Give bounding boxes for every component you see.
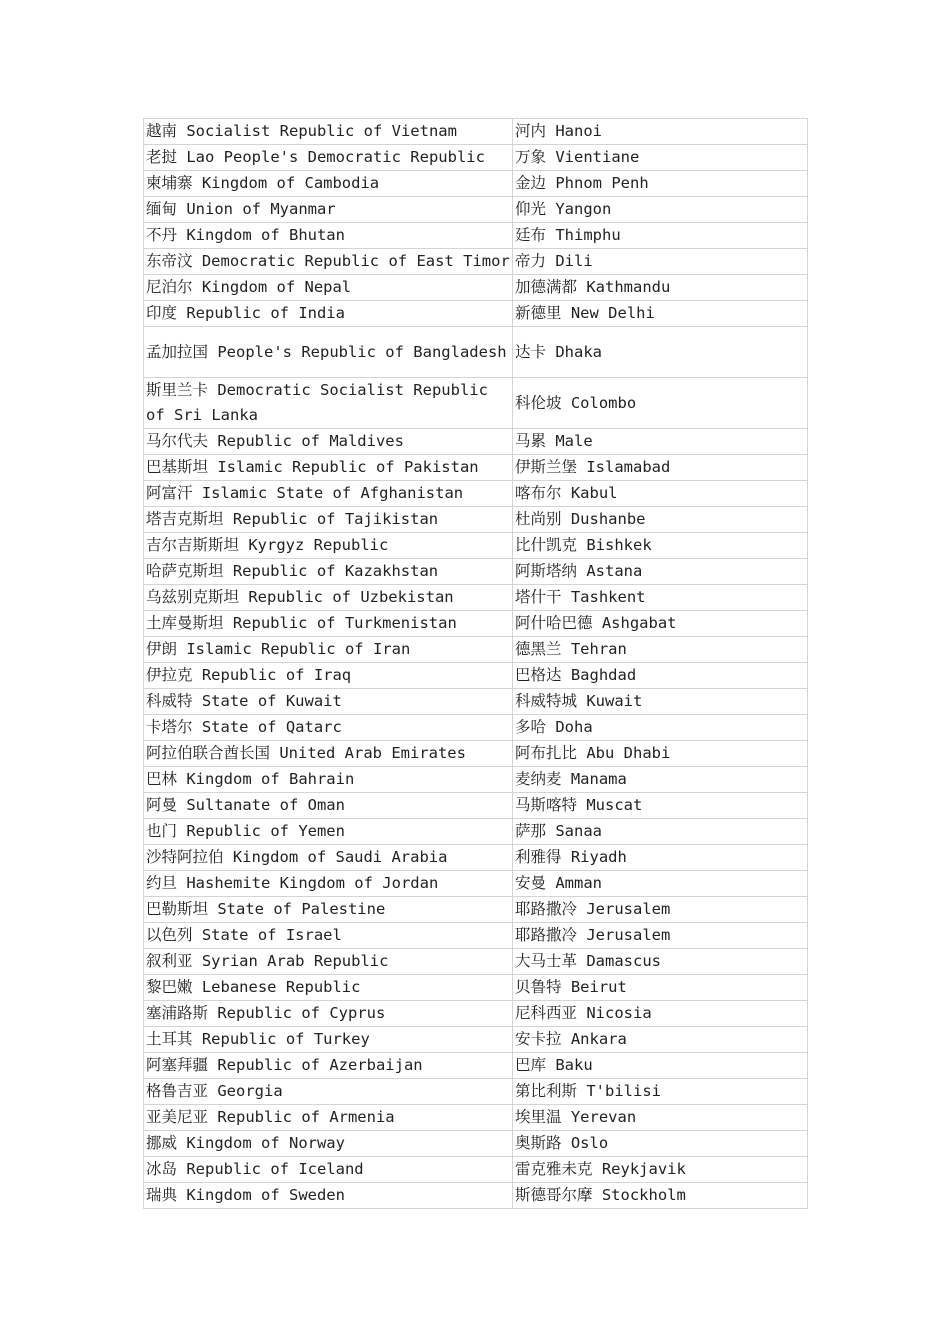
- table-row: [144, 793, 808, 819]
- capital-cell: 德黑兰 Tehran: [513, 637, 808, 663]
- capital-cell: 万象 Vientiane: [513, 145, 808, 171]
- table-row: [144, 197, 808, 223]
- table-row: [144, 585, 808, 611]
- country-cell: 尼泊尔 Kingdom of Nepal: [144, 275, 513, 301]
- country-cell: 以色列 State of Israel: [144, 923, 513, 949]
- country-cell: 科威特 State of Kuwait: [144, 689, 513, 715]
- table-row: [144, 119, 808, 145]
- country-cell: 约旦 Hashemite Kingdom of Jordan: [144, 871, 513, 897]
- country-cell: 格鲁吉亚 Georgia: [144, 1079, 513, 1105]
- table-row: [144, 455, 808, 481]
- table-row: [144, 663, 808, 689]
- country-cell: 阿曼 Sultanate of Oman: [144, 793, 513, 819]
- table-row: [144, 1079, 808, 1105]
- capital-cell: 伊斯兰堡 Islamabad: [513, 455, 808, 481]
- capital-cell: 比什凯克 Bishkek: [513, 533, 808, 559]
- capital-cell: 安曼 Amman: [513, 871, 808, 897]
- country-cell: 也门 Republic of Yemen: [144, 819, 513, 845]
- table-row: [144, 637, 808, 663]
- capital-cell: 耶路撒冷 Jerusalem: [513, 923, 808, 949]
- capital-cell: 埃里温 Yerevan: [513, 1105, 808, 1131]
- table-row: [144, 897, 808, 923]
- capital-cell: 马累 Male: [513, 429, 808, 455]
- capital-cell: 新德里 New Delhi: [513, 301, 808, 327]
- country-cell: 挪威 Kingdom of Norway: [144, 1131, 513, 1157]
- capital-cell: 加德满都 Kathmandu: [513, 275, 808, 301]
- capital-cell: 阿斯塔纳 Astana: [513, 559, 808, 585]
- capital-cell: 奥斯路 Oslo: [513, 1131, 808, 1157]
- table-row: [144, 1105, 808, 1131]
- capital-cell: 塔什干 Tashkent: [513, 585, 808, 611]
- table-body: [144, 119, 808, 1209]
- table-row: [144, 145, 808, 171]
- capital-cell: 喀布尔 Kabul: [513, 481, 808, 507]
- country-cell: 马尔代夫 Republic of Maldives: [144, 429, 513, 455]
- table-row: [144, 171, 808, 197]
- capital-cell: 马斯喀特 Muscat: [513, 793, 808, 819]
- capital-cell: 帝力 Dili: [513, 249, 808, 275]
- table-row: [144, 378, 808, 429]
- table-row: [144, 559, 808, 585]
- capital-cell: 贝鲁特 Beirut: [513, 975, 808, 1001]
- country-cell: 越南 Socialist Republic of Vietnam: [144, 119, 513, 145]
- capital-cell: 多哈 Doha: [513, 715, 808, 741]
- country-cell: 哈萨克斯坦 Republic of Kazakhstan: [144, 559, 513, 585]
- capital-cell: 阿布扎比 Abu Dhabi: [513, 741, 808, 767]
- table-row: [144, 845, 808, 871]
- capital-cell: 安卡拉 Ankara: [513, 1027, 808, 1053]
- country-cell: 巴勒斯坦 State of Palestine: [144, 897, 513, 923]
- country-cell: 巴林 Kingdom of Bahrain: [144, 767, 513, 793]
- capital-cell: 利雅得 Riyadh: [513, 845, 808, 871]
- capital-cell: 科伦坡 Colombo: [513, 378, 808, 429]
- country-cell: 黎巴嫩 Lebanese Republic: [144, 975, 513, 1001]
- country-cell: 塞浦路斯 Republic of Cyprus: [144, 1001, 513, 1027]
- capital-cell: 巴库 Baku: [513, 1053, 808, 1079]
- country-cell: 印度 Republic of India: [144, 301, 513, 327]
- country-cell: 老挝 Lao People's Democratic Republic: [144, 145, 513, 171]
- country-cell: 阿拉伯联合酋长国 United Arab Emirates: [144, 741, 513, 767]
- table-row: [144, 715, 808, 741]
- capital-cell: 斯德哥尔摩 Stockholm: [513, 1183, 808, 1209]
- table-row: [144, 275, 808, 301]
- country-cell: 柬埔寨 Kingdom of Cambodia: [144, 171, 513, 197]
- country-cell: 斯里兰卡 Democratic Socialist Republic of Sri Lanka: [144, 378, 513, 429]
- capital-cell: 仰光 Yangon: [513, 197, 808, 223]
- capital-cell: 河内 Hanoi: [513, 119, 808, 145]
- capital-cell: 阿什哈巴德 Ashgabat: [513, 611, 808, 637]
- country-cell: 阿富汗 Islamic State of Afghanistan: [144, 481, 513, 507]
- table-row: [144, 481, 808, 507]
- table-row: [144, 819, 808, 845]
- table-row: [144, 249, 808, 275]
- country-cell: 冰岛 Republic of Iceland: [144, 1157, 513, 1183]
- country-cell: 吉尔吉斯斯坦 Kyrgyz Republic: [144, 533, 513, 559]
- capital-cell: 萨那 Sanaa: [513, 819, 808, 845]
- table-row: [144, 1001, 808, 1027]
- table-row: [144, 507, 808, 533]
- country-cell: 叙利亚 Syrian Arab Republic: [144, 949, 513, 975]
- capital-cell: 雷克雅未克 Reykjavik: [513, 1157, 808, 1183]
- country-cell: 土库曼斯坦 Republic of Turkmenistan: [144, 611, 513, 637]
- table-row: [144, 611, 808, 637]
- table-row: [144, 223, 808, 249]
- country-cell: 乌兹别克斯坦 Republic of Uzbekistan: [144, 585, 513, 611]
- table-row: [144, 1027, 808, 1053]
- country-cell: 瑞典 Kingdom of Sweden: [144, 1183, 513, 1209]
- country-cell: 卡塔尔 State of Qatarc: [144, 715, 513, 741]
- table-row: [144, 429, 808, 455]
- country-cell: 孟加拉国 People's Republic of Bangladesh: [144, 327, 513, 378]
- table-row: [144, 741, 808, 767]
- country-cell: 阿塞拜疆 Republic of Azerbaijan: [144, 1053, 513, 1079]
- country-cell: 亚美尼亚 Republic of Armenia: [144, 1105, 513, 1131]
- country-cell: 伊拉克 Republic of Iraq: [144, 663, 513, 689]
- country-cell: 不丹 Kingdom of Bhutan: [144, 223, 513, 249]
- capital-cell: 廷布 Thimphu: [513, 223, 808, 249]
- capital-cell: 杜尚别 Dushanbe: [513, 507, 808, 533]
- country-cell: 土耳其 Republic of Turkey: [144, 1027, 513, 1053]
- country-cell: 沙特阿拉伯 Kingdom of Saudi Arabia: [144, 845, 513, 871]
- capital-cell: 耶路撒冷 Jerusalem: [513, 897, 808, 923]
- table-row: [144, 767, 808, 793]
- capital-cell: 尼科西亚 Nicosia: [513, 1001, 808, 1027]
- capital-cell: 达卡 Dhaka: [513, 327, 808, 378]
- table-row: [144, 871, 808, 897]
- country-capital-table: [143, 118, 808, 1209]
- country-cell: 巴基斯坦 Islamic Republic of Pakistan: [144, 455, 513, 481]
- table-row: [144, 975, 808, 1001]
- table-row: [144, 327, 808, 378]
- country-cell: 伊朗 Islamic Republic of Iran: [144, 637, 513, 663]
- table-row: [144, 1183, 808, 1209]
- table-row: [144, 533, 808, 559]
- table-row: [144, 1157, 808, 1183]
- table-row: [144, 1053, 808, 1079]
- table-row: [144, 301, 808, 327]
- country-cell: 缅甸 Union of Myanmar: [144, 197, 513, 223]
- capital-cell: 第比利斯 T'bilisi: [513, 1079, 808, 1105]
- table-row: [144, 1131, 808, 1157]
- document-page: [143, 118, 807, 1209]
- country-cell: 塔吉克斯坦 Republic of Tajikistan: [144, 507, 513, 533]
- table-row: [144, 689, 808, 715]
- capital-cell: 大马士革 Damascus: [513, 949, 808, 975]
- table-row: [144, 949, 808, 975]
- capital-cell: 麦纳麦 Manama: [513, 767, 808, 793]
- table-row: [144, 923, 808, 949]
- capital-cell: 金边 Phnom Penh: [513, 171, 808, 197]
- capital-cell: 巴格达 Baghdad: [513, 663, 808, 689]
- country-cell: 东帝汶 Democratic Republic of East Timor: [144, 249, 513, 275]
- capital-cell: 科威特城 Kuwait: [513, 689, 808, 715]
